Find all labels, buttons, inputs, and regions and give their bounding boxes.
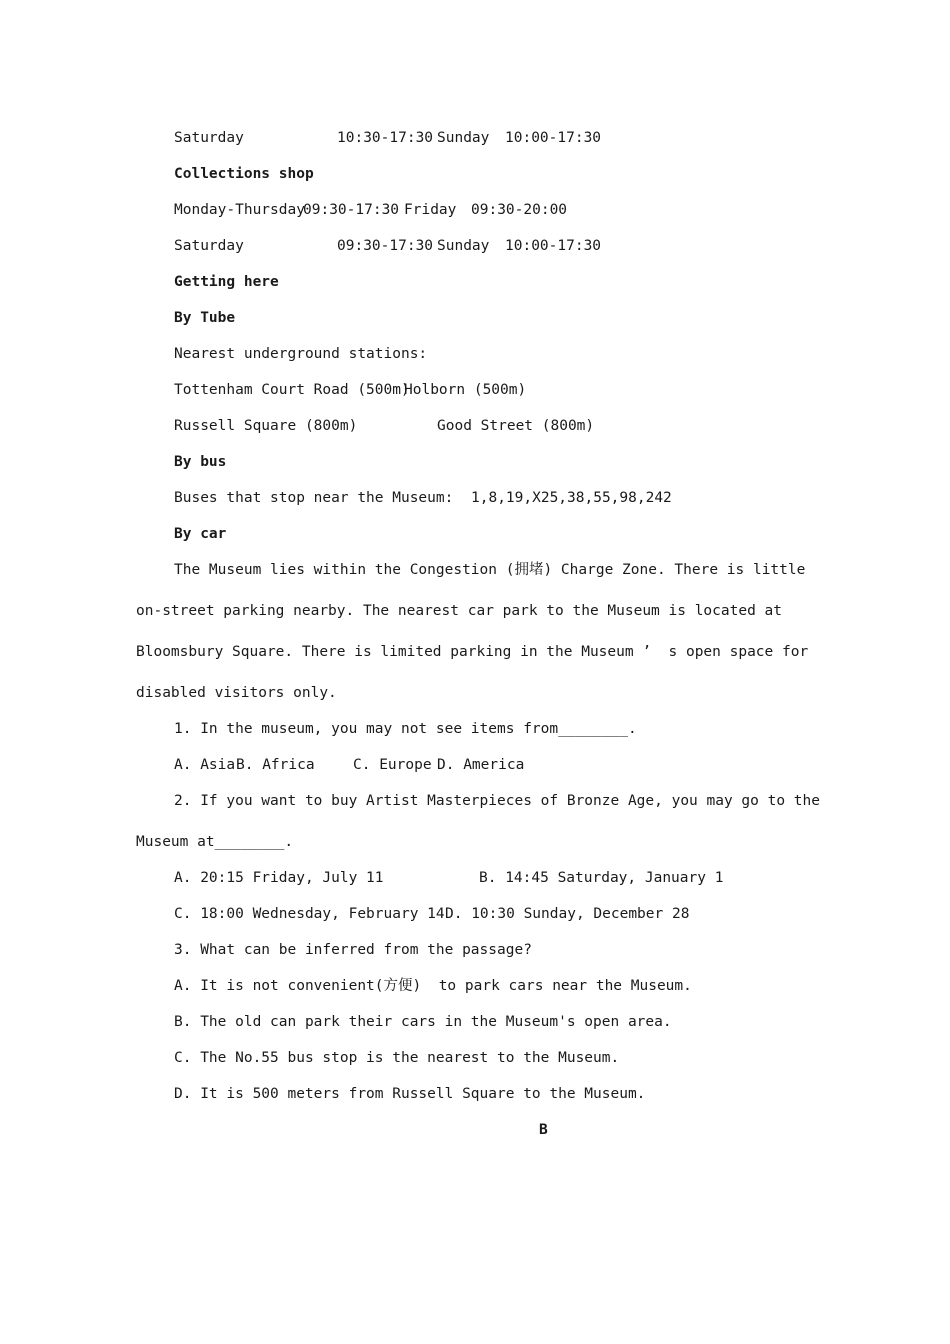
station-name: Tottenham Court Road (500m)	[174, 382, 410, 398]
hours-time: 09:30-17:30	[337, 238, 434, 254]
option-d: D. America	[437, 757, 525, 773]
car-paragraph-line: on-street parking nearby. The nearest car park to the Museum is located at	[136, 603, 783, 619]
hours-day: Monday-Thursday	[174, 202, 305, 218]
hours-time: 10:30-17:30	[337, 130, 434, 146]
by-car-heading: By car	[174, 526, 227, 542]
car-paragraph-line: The Museum lies within the Congestion (拥堵) Charge Zone. There is little	[174, 562, 806, 578]
option-c: C. Europe	[353, 757, 432, 773]
hours-time: 10:00-17:30	[505, 238, 602, 254]
bus-numbers: 1,8,19,X25,38,55,98,242	[471, 490, 672, 506]
getting-here-heading: Getting here	[174, 274, 279, 290]
question-3: 3. What can be inferred from the passage?	[174, 942, 532, 958]
question-2: 2. If you want to buy Artist Masterpieces of Bronze Age, you may go to the	[174, 793, 821, 809]
hours-day: Saturday	[174, 130, 244, 146]
option-a: A. It is not convenient(方便) to park cars near the Museum.	[174, 978, 692, 994]
car-paragraph-line: Bloomsbury Square. There is limited parking in the Museum ’ s open space for	[136, 644, 809, 660]
hours-day: Saturday	[174, 238, 244, 254]
by-bus-heading: By bus	[174, 454, 227, 470]
option-a: A. 20:15 Friday, July 11	[174, 870, 384, 886]
question-1: 1. In the museum, you may not see items from________.	[174, 721, 637, 737]
station-name: Holborn (500m)	[404, 382, 527, 398]
option-d: D. It is 500 meters from Russell Square to the Museum.	[174, 1086, 646, 1102]
option-d: D. 10:30 Sunday, December 28	[445, 906, 690, 922]
section-b-heading: B	[539, 1122, 548, 1138]
option-b: B. The old can park their cars in the Museum's open area.	[174, 1014, 672, 1030]
hours-day: Sunday	[437, 238, 490, 254]
by-tube-heading: By Tube	[174, 310, 236, 326]
option-c: C. 18:00 Wednesday, February 14	[174, 906, 445, 922]
station-name: Russell Square (800m)	[174, 418, 358, 434]
hours-day: Friday	[404, 202, 457, 218]
hours-day: Sunday	[437, 130, 490, 146]
nearest-stations-label: Nearest underground stations:	[174, 346, 428, 362]
hours-time: 09:30-17:30	[303, 202, 400, 218]
option-b: B. 14:45 Saturday, January 1	[479, 870, 724, 886]
question-2-cont: Museum at________.	[136, 834, 294, 850]
option-c: C. The No.55 bus stop is the nearest to the Museum.	[174, 1050, 620, 1066]
collections-shop-heading: Collections shop	[174, 166, 314, 182]
hours-time: 10:00-17:30	[505, 130, 602, 146]
car-paragraph-line: disabled visitors only.	[136, 685, 337, 701]
hours-time: 09:30-20:00	[471, 202, 568, 218]
bus-label: Buses that stop near the Museum:	[174, 490, 454, 506]
option-a: A. Asia	[174, 757, 236, 773]
station-name: Good Street (800m)	[437, 418, 595, 434]
option-b: B. Africa	[236, 757, 315, 773]
